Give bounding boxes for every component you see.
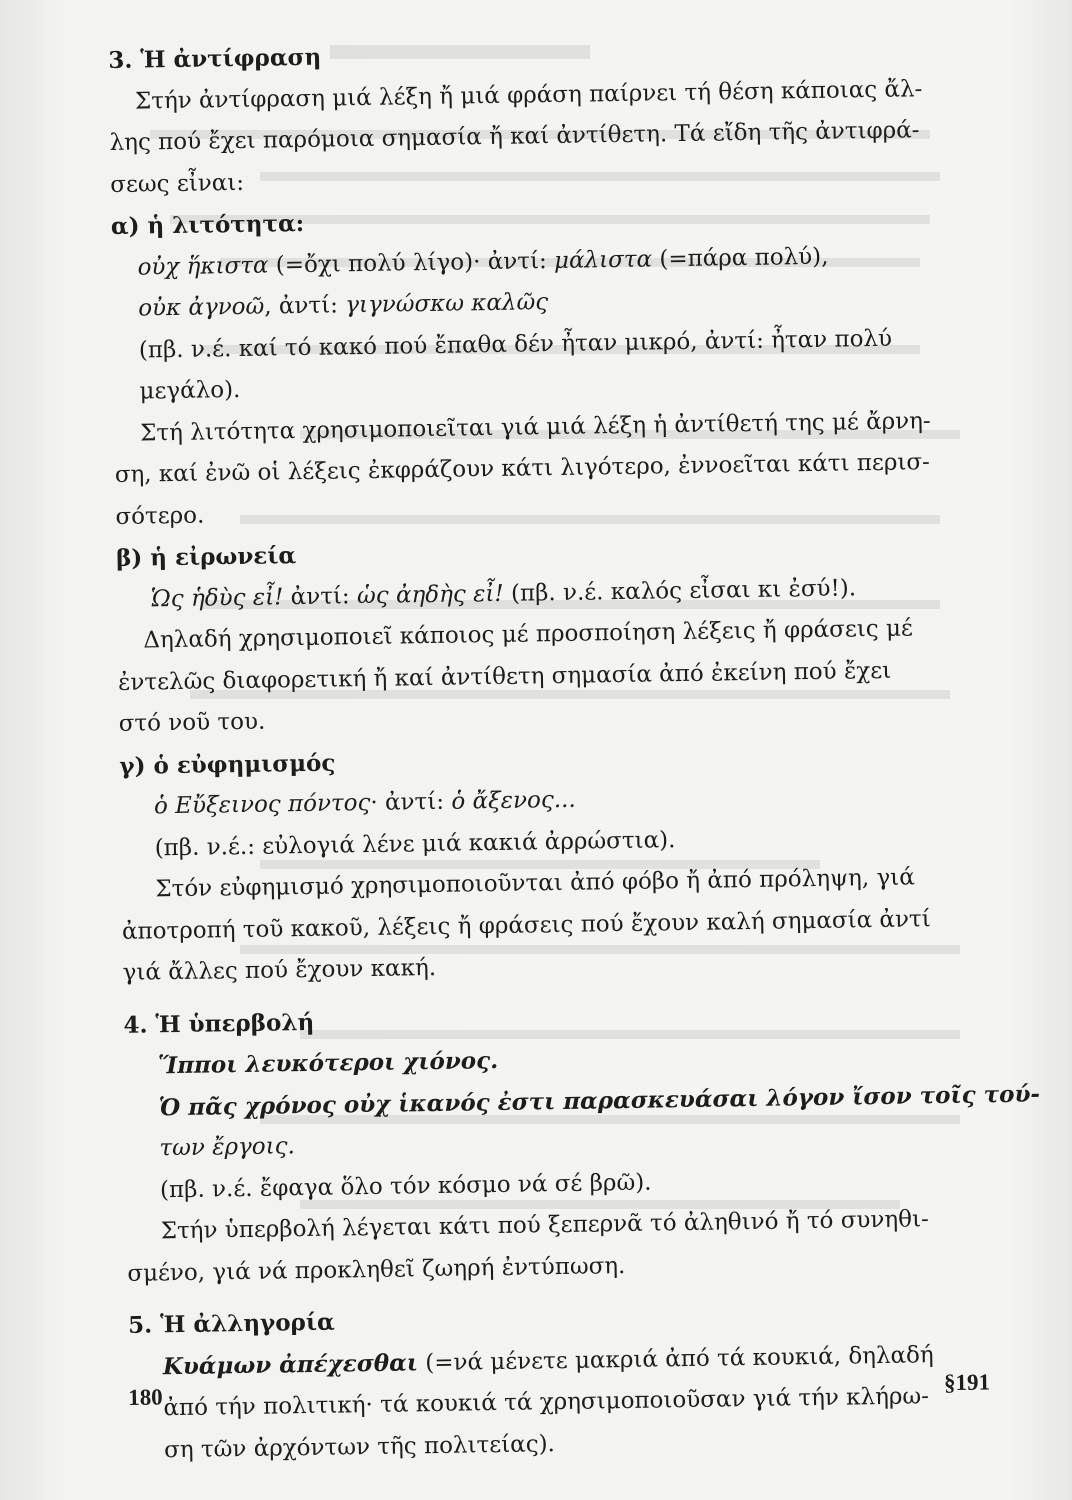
text-line: (πβ. ν.έ. ἔφαγα ὅλο τόν κόσμο νά σέ βρῶ). — [159, 1169, 652, 1203]
text-line: Στή λιτότητα χρησιμοποιεῖται γιά μιά λέξη ἡ ἀντίθετή της μέ ἄρνη- — [139, 407, 931, 447]
text-line: ση, καί ἐνῶ οἱ λέξεις ἐκφράζουν κάτι λιγότερο, ἐννοεῖται κάτι περισ- — [114, 449, 931, 488]
example-greek: Ὡς ἡδὺς εἶ! — [150, 583, 284, 612]
page-body — [108, 26, 1041, 1471]
section-heading-antiphrasis: 3. Ἡ ἀντίφραση — [108, 43, 322, 74]
example-gloss: (πβ. ν.έ. καλός εἶσαι κι ἐσύ!). — [503, 574, 857, 607]
text-line: γιά ἄλλες πού ἔχουν κακή. — [122, 954, 437, 986]
text-line: σμένο, γιά νά προκληθεῖ ζωηρή ἐντύπωση. — [127, 1252, 626, 1287]
text-line: Στόν εὐφημισμό χρησιμοποιοῦνται ἀπό φόβο ἤ ἀπό πρόληψη, γιά — [155, 864, 915, 903]
example-greek: γιγνώσκω καλῶς — [345, 289, 549, 319]
example-line: Ὁ πᾶς χρόνος οὐχ ἱκανός ἐστι παρασκευάσαι λόγον ἴσον τοῖς τού- — [158, 1079, 1041, 1121]
page-number: 180 — [128, 1384, 163, 1410]
text-line: ση τῶν ἀρχόντων τῆς πολιτείας). — [163, 1430, 556, 1463]
text-line: ἀπό τήν πολιτική· τά κουκιά τά χρησιμοποιοῦσαν γιά τήν κλήρω- — [163, 1383, 930, 1422]
text-line: σότερο. — [115, 502, 205, 530]
example-gloss: (=πάρα πολύ), — [651, 243, 829, 272]
example-greek: Κυάμων ἀπέχεσθαι — [162, 1348, 419, 1380]
subsection-heading-euphemism: γ) ὁ εὐφημισμός — [119, 749, 336, 780]
example-greek: οὐκ ἀγνοῶ — [138, 293, 265, 322]
example-gloss: ἀντί: — [283, 582, 358, 610]
example-gloss: · ἀντί: — [370, 788, 452, 816]
example-greek: μάλιστα — [553, 245, 653, 274]
text-line: στό νοῦ του. — [118, 708, 266, 737]
example-greek: ὁ Εὔξεινος πόντος — [153, 789, 371, 820]
text-line: Στήν ὑπερβολή λέγεται κάτι πού ξεπερνᾶ τό ἀληθινό ἤ τό συνηθι- — [160, 1206, 929, 1245]
text-line: μεγάλο). — [139, 376, 241, 405]
example-greek: ὁ ἄξενος... — [451, 786, 576, 815]
text-line: (πβ. ν.έ. καί τό κακό πού ἔπαθα δέν ἦταν μικρό, ἀντί: ἦταν πολύ — [138, 325, 893, 364]
text-line: ἐντελῶς διαφορετική ἤ καί ἀντίθετη σημασία ἀπό ἐκείνη πού ἔχει — [117, 657, 892, 696]
text-line: (πβ. ν.έ.: εὐλογιά λένε μιά κακιά ἀρρώστια). — [154, 826, 676, 861]
text-line: σεως εἶναι: — [110, 169, 245, 198]
subsection-heading-irony: β) ἡ εἰρωνεία — [115, 542, 297, 572]
section-reference: §191 — [943, 1369, 991, 1396]
text-line: ἀποτροπή τοῦ κακοῦ, λέξεις ἤ φράσεις πού ἔχουν καλή σημασία ἀντί — [121, 905, 931, 945]
example-line: των ἔργοις. — [159, 1133, 296, 1162]
section-heading-hyperbole: 4. Ἡ ὑπερβολή — [123, 1008, 315, 1039]
text-line: λης πού ἔχει παρόμοια σημασία ἤ καί ἀντίθετη. Τά εἴδη τῆς ἀντιφρά- — [109, 117, 920, 156]
example-greek: οὐχ ἥκιστα — [137, 252, 269, 281]
example-gloss: (=ὄχι πολύ λίγο)· ἀντί: — [268, 247, 555, 279]
example-greek: ὡς ἀηδὴς εἶ! — [356, 580, 504, 609]
text-line: Στήν ἀντίφραση μιά λέξη ἤ μιά φράση παίρνει τή θέση κάποιας ἄλ- — [134, 75, 923, 115]
example-gloss: (=νά μένετε μακριά ἀπό τά κουκιά, δηλαδή — [417, 1341, 934, 1376]
subsection-heading-litotes: α) ἡ λιτότητα: — [110, 209, 305, 240]
section-heading-allegory: 5. Ἡ ἀλληγορία — [127, 1308, 335, 1339]
example-gloss: , ἀντί: — [264, 292, 346, 320]
text-line: Δηλαδή χρησιμοποιεῖ κάποιος μέ προσποίηση λέξεις ἤ φράσεις μέ — [143, 615, 914, 654]
example-line: Ἵπποι λευκότεροι χιόνος. — [157, 1046, 499, 1080]
